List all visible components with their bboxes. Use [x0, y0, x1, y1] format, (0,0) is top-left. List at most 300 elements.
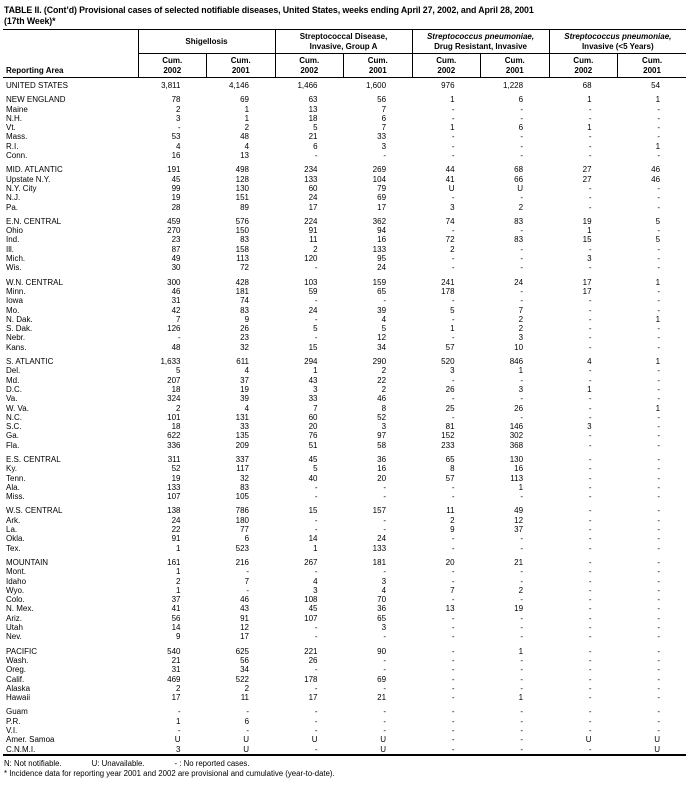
value-cell: 66 [514, 174, 524, 184]
footnote-legend [4, 759, 685, 769]
value-cell: - [588, 333, 592, 343]
reporting-area-cell: Nev. [6, 632, 22, 642]
value-cell: 48 [171, 342, 181, 352]
table-row [3, 203, 686, 212]
value-cell: 17 [582, 286, 592, 296]
value-cell: - [588, 244, 592, 254]
value-cell: - [177, 726, 181, 735]
value-cell: - [657, 534, 661, 544]
table-row [3, 516, 686, 525]
value-cell: 1,633 [160, 357, 181, 367]
value-cell: 44 [445, 165, 455, 175]
value-cell: - [657, 604, 661, 614]
value-cell: 9 [450, 525, 455, 535]
value-cell: 8 [381, 403, 387, 413]
value-cell: 4 [313, 576, 318, 586]
table-row [3, 235, 686, 244]
value-cell: - [588, 193, 592, 203]
table-row [3, 577, 686, 586]
value-cell: - [657, 473, 661, 483]
value-cell: 1 [450, 123, 455, 133]
value-cell: - [451, 226, 455, 236]
value-cell: 43 [240, 604, 250, 614]
value-cell: - [657, 422, 661, 432]
table-row [3, 534, 686, 543]
value-cell: U [654, 744, 661, 754]
value-cell: 178 [304, 674, 318, 684]
value-cell: - [451, 595, 455, 605]
subheader-shigellosis-cum-2001: Cum. 2001 [207, 54, 276, 78]
value-cell: - [588, 375, 592, 385]
value-cell: - [657, 412, 661, 422]
value-cell: - [588, 314, 592, 324]
value-cell: 846 [509, 357, 524, 367]
value-cell: 234 [304, 165, 318, 175]
group-label-line: Shigellosis [185, 36, 228, 46]
value-cell: 6 [381, 113, 387, 123]
value-cell: - [657, 384, 661, 394]
value-cell: 101 [167, 412, 181, 422]
value-cell: - [657, 394, 661, 404]
value-cell: 65 [377, 613, 387, 623]
value-cell: 4 [381, 314, 387, 324]
value-cell: - [588, 585, 592, 595]
value-cell: - [520, 394, 524, 404]
value-cell: - [451, 613, 455, 623]
reporting-area-cell: Calif. [6, 674, 25, 684]
value-cell: - [588, 506, 592, 516]
table-row [3, 553, 686, 567]
value-cell: - [588, 440, 592, 450]
value-cell: 1 [518, 646, 524, 656]
value-cell: 611 [236, 357, 250, 367]
value-cell: 60 [308, 412, 318, 422]
value-cell: 3 [518, 384, 524, 394]
table-header [3, 30, 686, 78]
value-cell: - [520, 263, 524, 273]
value-cell: 133 [304, 174, 318, 184]
value-cell: - [314, 515, 318, 525]
table-row [3, 114, 686, 123]
reporting-area-cell: Pa. [6, 202, 19, 212]
value-cell: 131 [235, 412, 250, 422]
value-cell: - [657, 613, 661, 623]
reporting-area-cell: Upstate N.Y. [6, 174, 51, 184]
value-cell: - [451, 151, 455, 161]
value-cell: 3 [518, 333, 524, 343]
column-group-strep-pneumoniae-under5 [549, 30, 686, 54]
table-row [3, 441, 686, 450]
value-cell: - [657, 525, 661, 535]
value-cell: 79 [377, 183, 387, 193]
value-cell: - [314, 683, 318, 693]
value-cell: 150 [235, 226, 250, 236]
table-row [3, 684, 686, 693]
value-cell: - [246, 585, 250, 595]
table-row [3, 273, 686, 287]
value-cell: 523 [235, 543, 250, 553]
value-cell: 90 [377, 646, 387, 656]
value-cell: 57 [445, 473, 455, 483]
value-cell: U [654, 735, 661, 745]
value-cell: - [657, 707, 661, 717]
value-cell: 11 [446, 506, 455, 516]
value-cell: 4 [244, 141, 250, 151]
value-cell: U [517, 183, 524, 193]
value-cell: 31 [171, 296, 181, 306]
table-row [3, 296, 686, 305]
table-row [3, 726, 686, 735]
value-cell: - [588, 366, 592, 376]
value-cell: 520 [441, 357, 455, 367]
value-cell: - [657, 342, 661, 352]
value-cell: 15 [308, 506, 318, 516]
value-cell: 1 [244, 113, 250, 123]
value-cell: 83 [240, 235, 250, 245]
value-cell: 1 [655, 277, 661, 287]
value-cell: 15 [582, 235, 592, 245]
value-cell: - [314, 716, 318, 726]
value-cell: - [588, 263, 592, 273]
subheader-drug-resistant-cum-2002: Cum. 2002 [412, 54, 481, 78]
value-cell: - [657, 296, 661, 306]
value-cell: 33 [377, 132, 387, 142]
reporting-area-cell: P.R. [6, 716, 21, 726]
value-cell: 522 [235, 674, 250, 684]
reporting-area-cell: E.S. CENTRAL [6, 454, 61, 464]
value-cell: 16 [377, 464, 387, 474]
subheader-under5-cum-2001: Cum. 2001 [618, 54, 687, 78]
value-cell: 5 [313, 123, 318, 133]
value-cell: 17 [171, 693, 181, 703]
reporting-area-cell: C.N.M.I. [6, 744, 36, 754]
value-cell: - [657, 263, 661, 273]
reporting-area-cell: Miss. [6, 492, 25, 502]
value-cell: 83 [514, 235, 524, 245]
value-cell: - [657, 557, 661, 567]
value-cell: - [520, 193, 524, 203]
reporting-area-cell: Wyo. [6, 585, 25, 595]
reporting-area-cell: W.S. CENTRAL [6, 506, 63, 516]
value-cell: - [520, 132, 524, 142]
table-row [3, 324, 686, 333]
value-cell: 11 [309, 235, 318, 245]
table-row [3, 642, 686, 656]
value-cell: - [588, 693, 592, 703]
value-cell: 1 [587, 226, 592, 236]
table-row [3, 404, 686, 413]
value-cell: - [451, 412, 455, 422]
value-cell: 6 [244, 534, 250, 544]
column-group-shigellosis [138, 30, 275, 54]
value-cell: 81 [445, 422, 455, 432]
reporting-area-cell: E.N. CENTRAL [6, 216, 62, 226]
value-cell: - [657, 226, 661, 236]
value-cell: 49 [171, 254, 181, 264]
table-row [3, 450, 686, 464]
reporting-area-cell: Amer. Samoa [6, 735, 55, 745]
value-cell: 24 [514, 277, 524, 287]
value-cell: - [383, 707, 387, 717]
table-row [3, 604, 686, 613]
value-cell: 24 [377, 263, 387, 273]
value-cell: 32 [240, 473, 250, 483]
value-cell: 233 [441, 440, 455, 450]
table-title-line2: (17th Week)* [4, 15, 56, 26]
value-cell: - [588, 534, 592, 544]
value-cell: 99 [171, 183, 181, 193]
value-cell: 2 [518, 324, 524, 334]
group-label-line: Streptococcus pneumoniae, [564, 32, 672, 41]
group-label-line: Drug Resistant, Invasive [434, 41, 527, 51]
table-row [3, 226, 686, 235]
value-cell: 337 [235, 454, 250, 464]
value-cell: 6 [518, 95, 524, 105]
value-cell: 74 [240, 296, 250, 306]
value-cell: 41 [445, 174, 455, 184]
value-cell: 7 [518, 305, 524, 315]
value-cell: - [451, 482, 455, 492]
value-cell: - [657, 286, 661, 296]
reporting-area-cell: MID. ATLANTIC [6, 165, 63, 175]
table-row [3, 184, 686, 193]
reporting-area-cell: Ill. [6, 244, 14, 254]
table-row [3, 595, 686, 604]
value-cell: 91 [308, 226, 318, 236]
value-cell: 362 [372, 216, 387, 226]
value-cell: 336 [167, 440, 181, 450]
value-cell: 9 [244, 314, 250, 324]
value-cell: - [314, 482, 318, 492]
value-cell: 133 [372, 244, 387, 254]
value-cell: 5 [450, 305, 455, 315]
value-cell: 37 [171, 595, 181, 605]
value-cell: 113 [236, 254, 250, 264]
value-cell: 17 [377, 202, 387, 212]
value-cell: - [657, 716, 661, 726]
reporting-area-cell: Ala. [6, 482, 20, 492]
value-cell: 1 [176, 543, 181, 553]
value-cell: 12 [377, 333, 387, 343]
value-cell: 4 [244, 366, 250, 376]
reporting-area-cell: Kans. [6, 342, 27, 352]
table-row [3, 175, 686, 184]
value-cell: - [451, 674, 455, 684]
table-row [3, 474, 686, 483]
value-cell: - [520, 226, 524, 236]
value-cell: 25 [445, 403, 455, 413]
value-cell: 21 [308, 132, 318, 142]
reporting-area-cell: Ind. [6, 235, 20, 245]
reporting-area-cell: Md. [6, 375, 20, 385]
value-cell: 33 [308, 394, 318, 404]
value-cell: 3 [587, 254, 592, 264]
value-cell: 2 [381, 366, 387, 376]
value-cell: 269 [372, 165, 387, 175]
table-row [3, 586, 686, 595]
value-cell: - [657, 655, 661, 665]
value-cell: 10 [514, 342, 524, 352]
subheader-strep-a-cum-2001: Cum. 2001 [344, 54, 413, 78]
value-cell: - [314, 263, 318, 273]
value-cell: - [520, 567, 524, 577]
value-cell: 221 [304, 646, 318, 656]
value-cell: 2 [381, 384, 387, 394]
reporting-area-cell: MOUNTAIN [6, 557, 49, 567]
value-cell: - [520, 665, 524, 675]
value-cell: 3 [313, 585, 318, 595]
value-cell: 3 [381, 422, 387, 432]
value-cell: 11 [240, 693, 250, 703]
value-cell: 97 [377, 431, 387, 441]
value-cell: 7 [244, 576, 250, 586]
value-cell: 77 [240, 525, 250, 535]
value-cell: - [314, 726, 318, 735]
value-cell: 5 [655, 216, 661, 226]
table-row [3, 632, 686, 641]
value-cell: 37 [240, 375, 250, 385]
value-cell: - [588, 595, 592, 605]
value-cell: 23 [240, 333, 250, 343]
value-cell: - [520, 623, 524, 633]
value-cell: 51 [308, 440, 318, 450]
value-cell: 157 [372, 506, 387, 516]
value-cell: 36 [377, 604, 387, 614]
value-cell: 18 [308, 113, 318, 123]
value-cell: - [657, 515, 661, 525]
value-cell: - [451, 534, 455, 544]
value-cell: - [657, 375, 661, 385]
value-cell: - [177, 333, 181, 343]
value-cell: - [451, 375, 455, 385]
value-cell: 181 [372, 557, 387, 567]
value-cell: 241 [441, 277, 455, 287]
value-cell: 58 [377, 440, 387, 450]
table-row [3, 675, 686, 684]
value-cell: - [588, 543, 592, 553]
value-cell: - [520, 151, 524, 161]
value-cell: - [314, 492, 318, 502]
value-cell: 181 [235, 286, 250, 296]
value-cell: - [246, 726, 250, 735]
value-cell: 95 [377, 254, 387, 264]
value-cell: 28 [171, 202, 181, 212]
value-cell: 36 [377, 454, 387, 464]
value-cell: 7 [313, 403, 318, 413]
table-row [3, 160, 686, 174]
table-row [3, 366, 686, 375]
value-cell: - [451, 132, 455, 142]
reporting-area-header: Reporting Area [3, 30, 138, 78]
reporting-area-cell: W. Va. [6, 403, 29, 413]
table-row [3, 623, 686, 632]
value-cell: 3,811 [161, 81, 181, 90]
value-cell: 19 [582, 216, 592, 226]
reporting-area-cell: Wis. [6, 263, 22, 273]
value-cell: 13 [240, 151, 250, 161]
table-row [3, 413, 686, 422]
value-cell: 104 [372, 174, 387, 184]
reporting-area-cell: N.H. [6, 113, 22, 123]
table-row [3, 702, 686, 716]
reporting-area-cell: Maine [6, 104, 28, 114]
value-cell: - [657, 646, 661, 656]
value-cell: 27 [582, 165, 592, 175]
value-cell: 46 [651, 165, 661, 175]
value-cell: - [451, 716, 455, 726]
value-cell: - [657, 333, 661, 343]
footnote-incidence-note: * Incidence data for reporting year 2001 and 2002 are provisional and cumulative (year-to-date). [4, 768, 335, 778]
value-cell: 1 [518, 482, 524, 492]
value-cell: 294 [304, 357, 318, 367]
value-cell: - [451, 665, 455, 675]
group-label-line: Invasive, Group A [309, 41, 378, 51]
value-cell: 2 [450, 244, 455, 254]
value-cell: 63 [308, 95, 318, 105]
value-cell: - [588, 454, 592, 464]
value-cell: 26 [445, 384, 455, 394]
reporting-area-cell: Mont. [6, 567, 27, 577]
value-cell: - [520, 674, 524, 684]
table-row [3, 385, 686, 394]
value-cell: 216 [235, 557, 250, 567]
table-title-line1: TABLE II. (Cont’d) Provisional cases of selected notifiable diseases, United States, weeks ending April 27, 2002, and April 28, 2001 [4, 5, 534, 15]
value-cell: - [588, 113, 592, 123]
value-cell: 18 [171, 384, 181, 394]
value-cell: - [657, 366, 661, 376]
reporting-area-cell: Va. [6, 394, 18, 404]
value-cell: 105 [235, 492, 250, 502]
value-cell: 26 [240, 324, 250, 334]
value-cell: U [585, 735, 592, 745]
value-cell: 2 [176, 403, 181, 413]
table-row [3, 693, 686, 702]
reporting-area-cell: Utah [6, 623, 23, 633]
table-row [3, 376, 686, 385]
value-cell: 57 [445, 342, 455, 352]
reporting-area-cell: D.C. [6, 384, 22, 394]
value-cell: 5 [381, 324, 387, 334]
value-cell: - [451, 576, 455, 586]
value-cell: - [588, 183, 592, 193]
value-cell: 2 [176, 576, 181, 586]
value-cell: 786 [235, 506, 250, 516]
value-cell: - [588, 202, 592, 212]
group-label-line: Streptococcus pneumoniae, [426, 32, 535, 41]
reporting-area-cell: N.J. [6, 193, 21, 203]
table-row [3, 735, 686, 744]
value-cell: - [588, 151, 592, 161]
reporting-area-cell: Conn. [6, 151, 28, 161]
value-cell: - [314, 333, 318, 343]
value-cell: 13 [445, 604, 455, 614]
reporting-area-cell: Oreg. [6, 665, 27, 675]
value-cell: - [588, 707, 592, 717]
reporting-area-cell: Ga. [6, 431, 19, 441]
table-row [3, 745, 686, 755]
value-cell: 65 [445, 454, 455, 464]
value-cell: - [588, 464, 592, 474]
subheader-strep-a-cum-2002: Cum. 2002 [275, 54, 344, 78]
value-cell: - [451, 632, 455, 642]
value-cell: 976 [441, 81, 455, 90]
value-cell: - [657, 492, 661, 502]
value-cell: - [588, 403, 592, 413]
value-cell: - [588, 412, 592, 422]
value-cell: 103 [304, 277, 318, 287]
value-cell: - [383, 151, 387, 161]
value-cell: - [520, 296, 524, 306]
